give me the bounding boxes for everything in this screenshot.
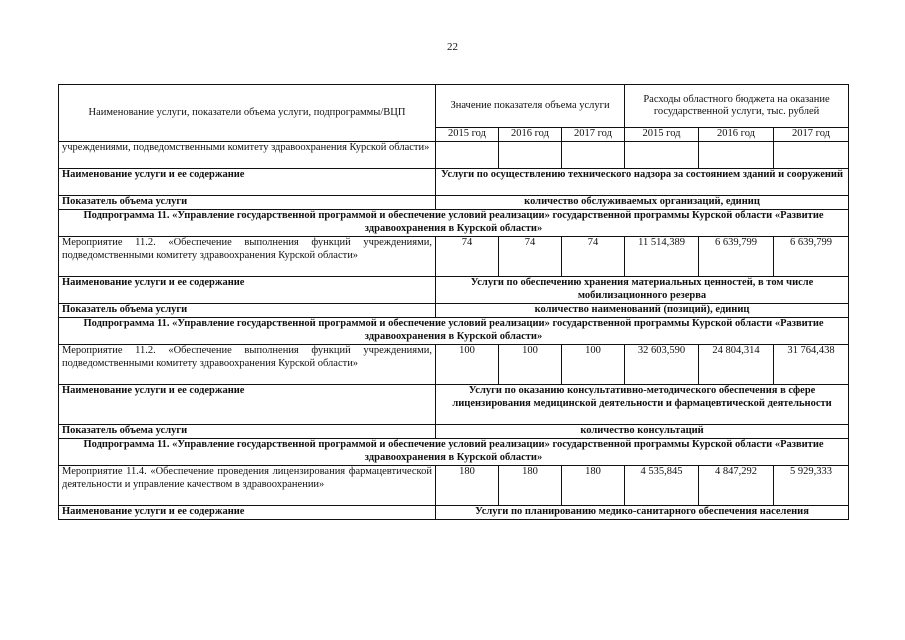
indicator-label: Показатель объема услуги: [59, 196, 436, 210]
indicator-value: количество наименований (позиций), единиц: [436, 304, 849, 318]
subprogram-title: Подпрограмма 11. «Управление государственной программой и обеспечение условий реализации» государственной программы Курской области «Развитие здравоохранения в Курской области»: [59, 318, 849, 345]
value-2015: 100: [436, 345, 499, 385]
value-2016: 180: [499, 466, 562, 506]
service-label: Наименование услуги и ее содержание: [59, 506, 436, 520]
expense-2016: 4 847,292: [699, 466, 774, 506]
header-year: 2015 год: [436, 128, 499, 142]
expense-2016: 6 639,799: [699, 237, 774, 277]
expense-2015: 11 514,389: [625, 237, 699, 277]
service-label: Наименование услуги и ее содержание: [59, 277, 436, 304]
expense-2016: 24 804,314: [699, 345, 774, 385]
value-2015: 74: [436, 237, 499, 277]
value-2017: 180: [562, 466, 625, 506]
service-description: Услуги по обеспечению хранения материальных ценностей, в том числе мобилизационного резерва: [436, 277, 849, 304]
indicator-value: количество обслуживаемых организаций, единиц: [436, 196, 849, 210]
header-year: 2017 год: [562, 128, 625, 142]
indicator-value: количество консультаций: [436, 425, 849, 439]
value-2016: 74: [499, 237, 562, 277]
expense-2017: 6 639,799: [774, 237, 849, 277]
service-description: Услуги по оказанию консультативно-методического обеспечения в сфере лицензирования медицинской деятельности и фармацевтической деятельности: [436, 385, 849, 425]
header-expenses-column: Расходы областного бюджета на оказание государственной услуги, тыс. рублей: [625, 85, 849, 128]
expense-2015: 4 535,845: [625, 466, 699, 506]
subprogram-title: Подпрограмма 11. «Управление государственной программой и обеспечение условий реализации» государственной программы Курской области «Развитие здравоохранения в Курской области»: [59, 439, 849, 466]
expense-2015: 32 603,590: [625, 345, 699, 385]
expense-2017: 5 929,333: [774, 466, 849, 506]
value-2016: 100: [499, 345, 562, 385]
value-2017: 74: [562, 237, 625, 277]
header-value-column: Значение показателя объема услуги: [436, 85, 625, 128]
value-2017: 100: [562, 345, 625, 385]
header-year: 2016 год: [699, 128, 774, 142]
measure-description: Мероприятие 11.2. «Обеспечение выполнения функций учреждениями, подведомственными комитету здравоохранения Курской области»: [59, 345, 436, 385]
expense-2017: 31 764,438: [774, 345, 849, 385]
header-year: 2017 год: [774, 128, 849, 142]
measure-description: Мероприятие 11.2. «Обеспечение выполнения функций учреждениями, подведомственными комитету здравоохранения Курской области»: [59, 237, 436, 277]
header-year: 2016 год: [499, 128, 562, 142]
subprogram-title: Подпрограмма 11. «Управление государственной программой и обеспечение условий реализации» государственной программы Курской области «Развитие здравоохранения в Курской области»: [59, 210, 849, 237]
indicator-label: Показатель объема услуги: [59, 425, 436, 439]
service-label: Наименование услуги и ее содержание: [59, 385, 436, 425]
measure-description: Мероприятие 11.4. «Обеспечение проведения лицензирования фармацевтической деятельности и управление качеством в здравоохранении»: [59, 466, 436, 506]
indicator-label: Показатель объема услуги: [59, 304, 436, 318]
services-table: [58, 84, 849, 520]
header-year: 2015 год: [625, 128, 699, 142]
header-name-column: Наименование услуги, показатели объема услуги, подпрограммы/ВЦП: [59, 85, 436, 142]
service-description: Услуги по осуществлению технического надзора за состоянием зданий и сооружений: [436, 169, 849, 196]
measure-continuation: учреждениями, подведомственными комитету здравоохранения Курской области»: [59, 142, 436, 169]
value-2015: 180: [436, 466, 499, 506]
service-description: Услуги по планированию медико-санитарного обеспечения населения: [436, 506, 849, 520]
page-number: 22: [447, 41, 458, 53]
service-label: Наименование услуги и ее содержание: [59, 169, 436, 196]
